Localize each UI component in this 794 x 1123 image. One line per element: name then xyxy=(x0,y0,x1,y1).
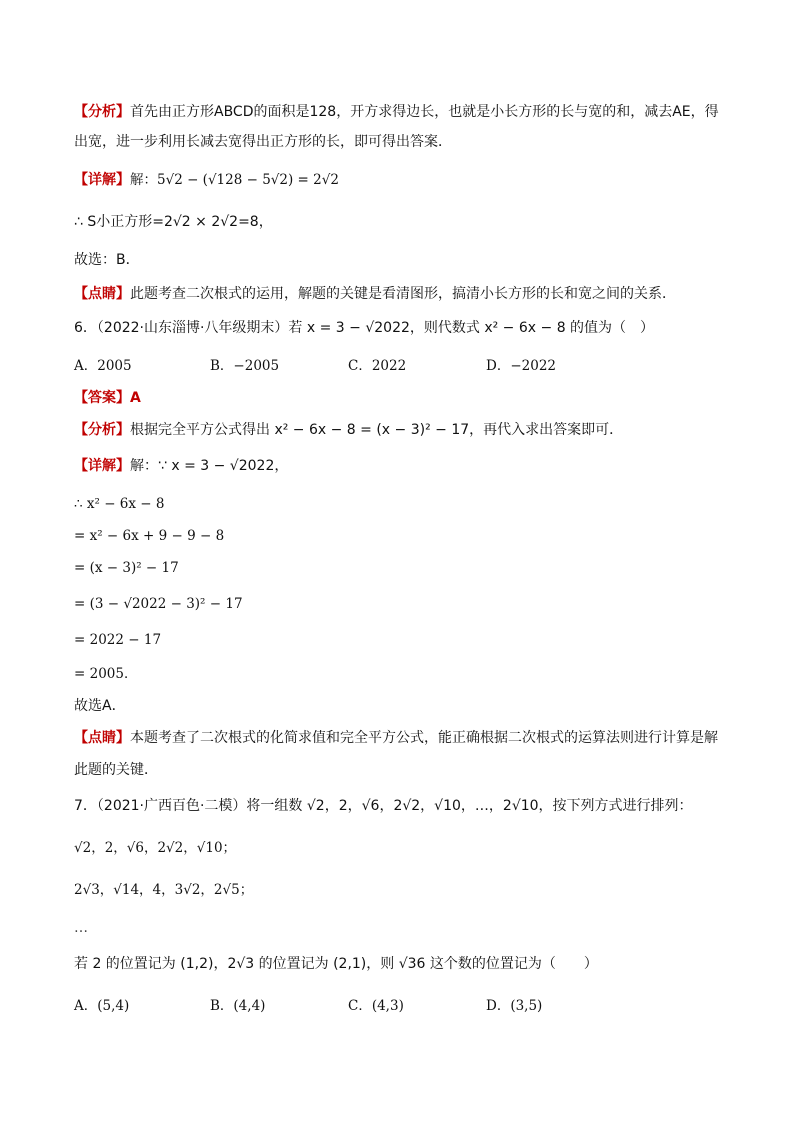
comment-label: 【点睛】 xyxy=(74,730,130,746)
q6-detail-text: 解：∵ x = 3 − √2022， xyxy=(130,458,289,474)
q5-analysis-line2: 出宽，进一步利用长减去宽得出正方形的长，即可得出答案． xyxy=(74,134,452,150)
q6-comment-text: 本题考查了二次根式的化简求值和完全平方公式，能正确根据二次根式的运算法则进行计算是解 xyxy=(130,730,718,746)
q7-option-b: B．(4,4) xyxy=(210,998,266,1014)
comment-label: 【点睛】 xyxy=(74,286,130,302)
q6-option-a: A．2005 xyxy=(74,358,132,374)
q6-comment-line2: 此题的关键． xyxy=(74,762,158,778)
q5-detail xyxy=(74,170,339,190)
q6-option-d: D．−2022 xyxy=(486,358,556,374)
q7-question: 若 2 的位置记为 (1,2)，2√3 的位置记为 (2,1)，则 √36 这个数的位置记为（ ） xyxy=(74,956,598,972)
q6-comment-line1 xyxy=(74,728,718,748)
q6-analysis xyxy=(74,420,623,440)
q6-option-b: B．−2005 xyxy=(210,358,280,374)
q6-step-4: = (3 − √2022 − 3)² − 17 xyxy=(74,596,243,612)
q6-choice: 故选A． xyxy=(74,698,126,714)
q7-ellipsis: … xyxy=(74,920,88,936)
analysis-label: 【分析】 xyxy=(74,422,130,438)
answer-label: 【答案】 xyxy=(74,390,130,406)
q5-analysis-line1 xyxy=(74,102,719,122)
detail-label: 【详解】 xyxy=(74,172,130,188)
q6-step-1: ∴ x² − 6x − 8 xyxy=(74,496,165,512)
q5-comment xyxy=(74,284,676,304)
analysis-label: 【分析】 xyxy=(74,104,130,120)
q5-choice: 故选：B． xyxy=(74,252,140,268)
q6-answer xyxy=(74,388,141,408)
q6-step-5: = 2022 − 17 xyxy=(74,632,162,648)
q7-option-c: C．(4,3) xyxy=(348,998,404,1014)
q6-step-6: = 2005． xyxy=(74,666,138,682)
q7-row-2: 2√3，√14，4，3√2，2√5； xyxy=(74,882,254,898)
q6-detail xyxy=(74,456,288,476)
detail-label: 【详解】 xyxy=(74,458,130,474)
q6-analysis-text: 根据完全平方公式得出 x² − 6x − 8 = (x − 3)² − 17，再代入求出答案即可． xyxy=(130,422,624,438)
q6-stem: 6．（2022·山东淄博·八年级期末）若 x = 3 − √2022，则代数式 x² − 6x − 8 的值为（ ） xyxy=(74,320,655,336)
q6-option-c: C．2022 xyxy=(348,358,407,374)
q7-row-1: √2，2，√6，2√2，√10； xyxy=(74,840,237,856)
answer-value: A xyxy=(130,390,141,406)
q7-option-a: A．(5,4) xyxy=(74,998,130,1014)
q5-detail-text: 解：5√2 − (√128 − 5√2) = 2√2 xyxy=(130,172,339,188)
q5-comment-text: 此题考查二次根式的运用，解题的关键是看清图形，搞清小长方形的长和宽之间的关系． xyxy=(130,286,676,302)
q7-stem: 7．（2021·广西百色·二模）将一组数 √2，2，√6，2√2，√10，…，2√10，按下列方式进行排列： xyxy=(74,798,693,814)
q5-area-line: ∴ S小正方形=2√2 × 2√2=8， xyxy=(74,214,273,230)
q5-analysis-text: 首先由正方形ABCD的面积是128，开方求得边长，也就是小长方形的长与宽的和，减去AE，得 xyxy=(130,104,719,120)
q7-option-d: D．(3,5) xyxy=(486,998,543,1014)
q6-step-2: = x² − 6x + 9 − 9 − 8 xyxy=(74,528,225,544)
q6-step-3: = (x − 3)² − 17 xyxy=(74,560,179,576)
